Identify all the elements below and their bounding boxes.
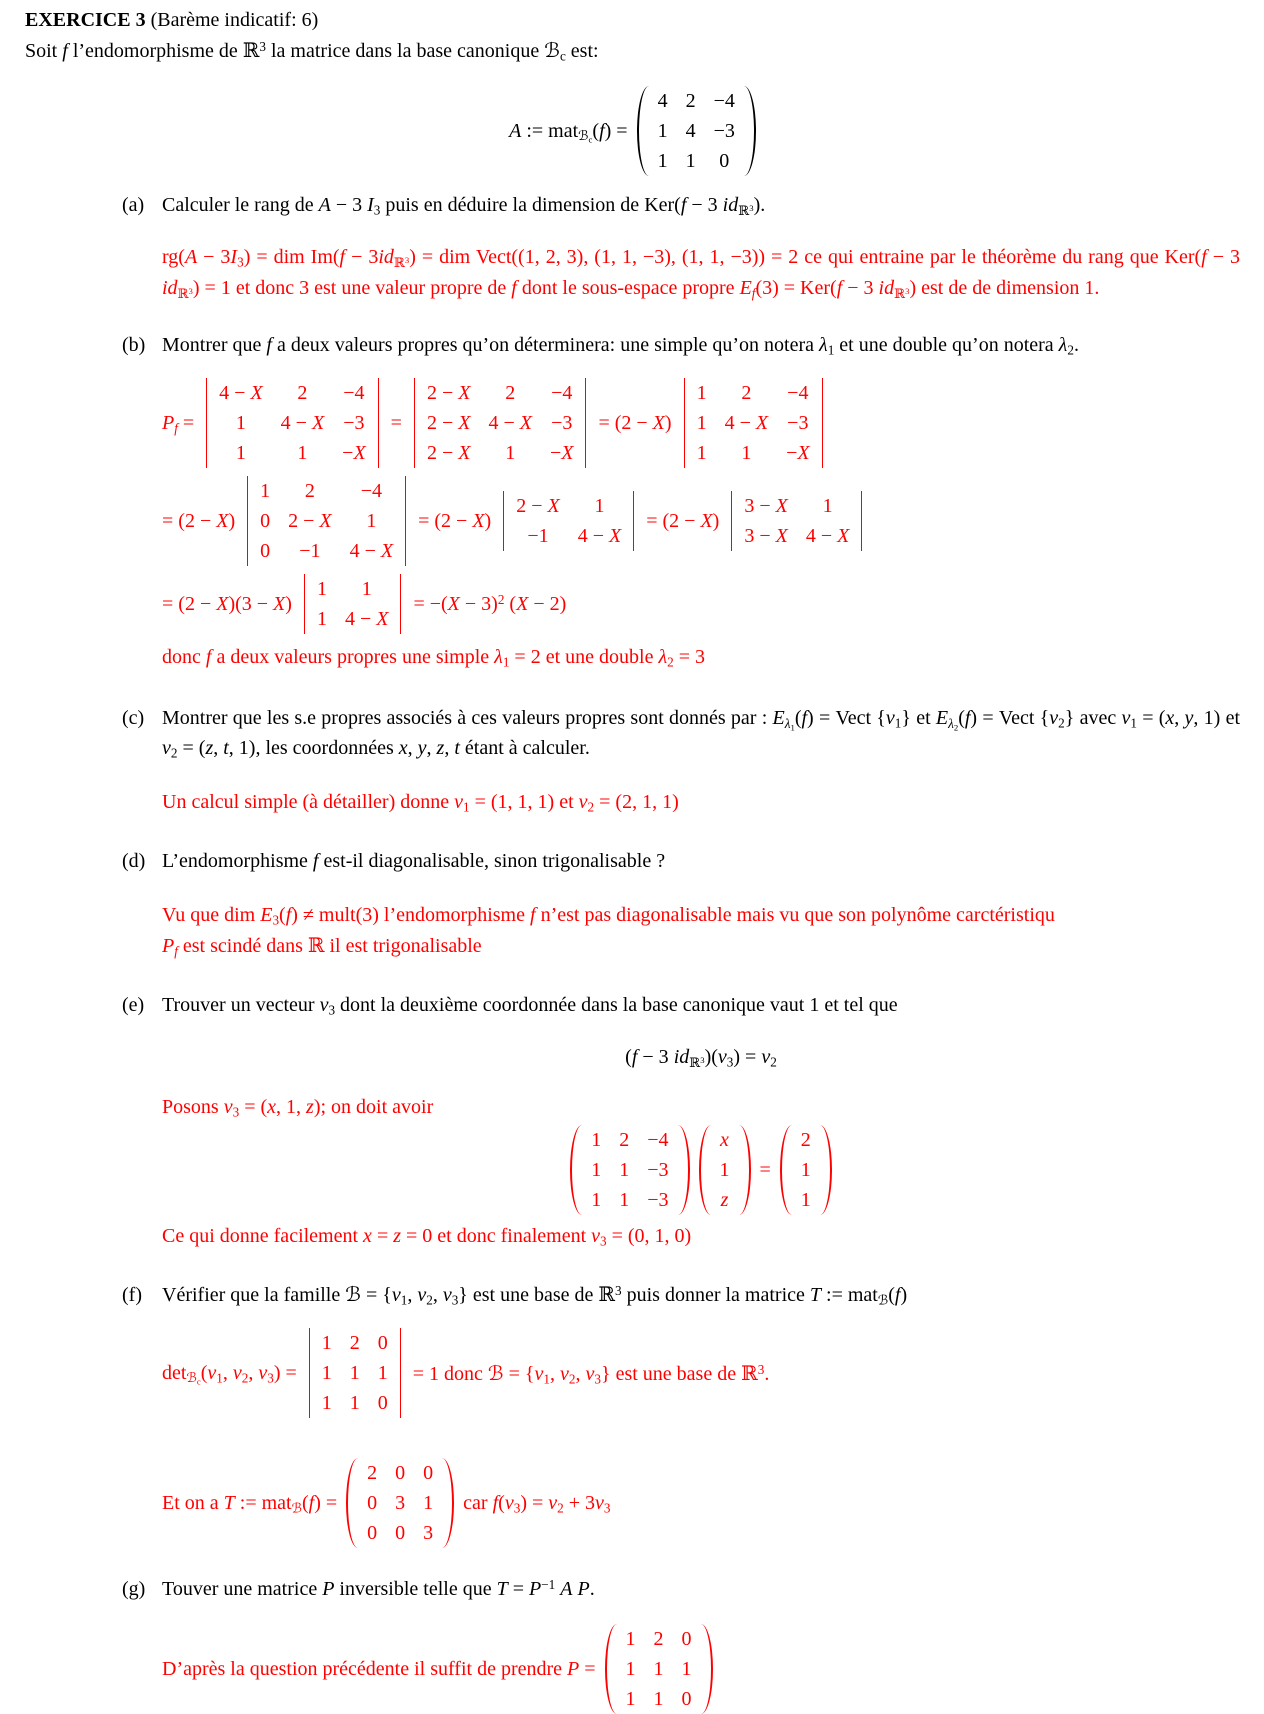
matrix xyxy=(637,86,756,176)
det-bar-right xyxy=(400,574,401,634)
matrix-cell: −4 xyxy=(713,90,735,112)
matrix-cell: 0 xyxy=(260,510,271,532)
item-a-question: Calculer le rang de A − 3 $I_3$ puis en déduire la dimension de Ker(f − 3 $id_{ℝ^3}$). xyxy=(162,194,766,218)
item-f xyxy=(122,1280,1240,1548)
paren-right xyxy=(678,1125,690,1215)
matrix-cell: 1 xyxy=(591,1159,602,1181)
matrix-cell: z xyxy=(720,1189,729,1211)
paren-left xyxy=(699,1125,711,1215)
matrix-cell: 1 xyxy=(591,1189,602,1211)
det-bar-left xyxy=(309,1328,310,1418)
matrix-cell: 1 xyxy=(625,1658,636,1680)
item-b-label: (b) xyxy=(122,334,146,356)
det-bar-left xyxy=(503,491,504,551)
matrix-cell: −3 xyxy=(551,412,573,434)
item-a-answer: $rg(A - 3I_3)$ = dim $Im(f - 3id_{ℝ^3})$ = dim Vect((1, 2, 3), (1, 1, −3), (1, 1, −3)) = 2 ce qui entraine par le théorème du rang que Ker(f − 3 $id_{ℝ^3}) = 1$ et donc 3 est une valeur propre de f dont le sous-espace propre $E_f(3) = Ker(f - 3$ $id_{ℝ^3}$) est de de dimension 1. xyxy=(162,246,1240,301)
matrix-cell: −4 xyxy=(647,1129,669,1151)
det-bar-right xyxy=(822,378,823,468)
det-bar-left xyxy=(247,476,248,566)
matrix-cell: 0 xyxy=(395,1462,406,1484)
item-d xyxy=(122,846,1240,962)
matrix xyxy=(570,1125,689,1215)
math-text: $P_f$ = xyxy=(162,411,195,436)
matrix-cell: 3 − X xyxy=(744,495,788,517)
matrix-grid xyxy=(308,574,398,634)
item-g xyxy=(122,1574,1240,1714)
exercise-title: EXERCICE 3 xyxy=(25,9,146,31)
matrix-cell: 1 xyxy=(619,1189,630,1211)
det-bar-left xyxy=(304,574,305,634)
item-e-question: Trouver un vecteur $v_3$ dont la deuxième coordonnée dans la base canonique vaut 1 et tel que xyxy=(162,994,898,1018)
matrix-cell: 1 xyxy=(657,120,668,142)
math-text: = (2 − X) xyxy=(598,411,672,434)
matrix-cell: 1 xyxy=(653,1658,664,1680)
matrix-cell: 4 − X xyxy=(577,525,622,547)
matrix-cell: 2 xyxy=(367,1462,378,1484)
paren-left xyxy=(570,1125,582,1215)
matrix-cell: 1 xyxy=(594,495,605,517)
matrix-grid xyxy=(251,476,402,566)
det-bar-left xyxy=(206,378,207,468)
det-bar-right xyxy=(585,378,586,468)
matrix-cell: −1 xyxy=(527,525,549,547)
matrix-cell: −X xyxy=(549,442,574,464)
matrix-cell: 4 − X xyxy=(219,382,263,404)
matrix-cell: 1 xyxy=(349,1392,360,1414)
paren-right xyxy=(744,86,756,176)
matrix-cell: 1 xyxy=(423,1492,434,1514)
matrix-cell: 1 xyxy=(625,1688,636,1710)
paren-left xyxy=(780,1125,792,1215)
matrix-cell: 2 xyxy=(653,1628,664,1650)
matrix-cell: 2 xyxy=(619,1129,630,1151)
determinant xyxy=(500,491,637,551)
math-text: Et on a T := mat$_ℬ$(f) = xyxy=(162,1491,338,1516)
matrix-cell: 1 xyxy=(681,1658,692,1680)
matrix-cell: 1 xyxy=(321,1392,332,1414)
pf-chain-line-3 xyxy=(162,574,1240,634)
matrix-cell: 0 xyxy=(395,1522,406,1544)
math-text: = $-(X - 3)^2$ (X − 2) xyxy=(413,591,567,615)
det-bar-right xyxy=(400,1328,401,1418)
matrix-cell: −3 xyxy=(787,412,809,434)
item-c-label: (c) xyxy=(122,707,145,729)
matrix xyxy=(699,1125,751,1215)
item-f-label: (f) xyxy=(122,1284,142,1306)
e-posons: Posons $v_3 = (x$, 1, z); on doit avoir xyxy=(162,1096,434,1120)
matrix-cell: 1 xyxy=(696,442,707,464)
paren-left xyxy=(346,1458,358,1548)
matrix-cell: 1 xyxy=(653,1688,664,1710)
exercise-header xyxy=(25,6,1240,34)
matrix-grid xyxy=(418,378,583,468)
matrix-cell: 1 xyxy=(260,480,271,502)
matrix-cell: 4 xyxy=(657,90,668,112)
matrix-cell: 2 xyxy=(349,1332,360,1354)
matrix-cell: 2 − X xyxy=(426,382,471,404)
matrix-cell: 0 xyxy=(367,1492,378,1514)
item-f-question: Vérifier que la famille ℬ = {$v_1$, $v_2$, $v_3$} est une base de ℝ$^3$ puis donner la matrice T := mat$_ℬ$(f) xyxy=(162,1283,908,1308)
matrix-cell: 0 xyxy=(377,1392,388,1414)
determinant xyxy=(681,378,826,468)
matrix-cell: 1 xyxy=(297,442,308,464)
matrix-grid xyxy=(313,1328,397,1418)
item-e xyxy=(122,990,1240,1252)
math-text: = xyxy=(390,411,402,434)
math-text: car $f(v_3) = v_2 + 3v_3$ xyxy=(463,1491,611,1516)
matrix-cell: −X xyxy=(786,442,810,464)
determinant xyxy=(301,574,405,634)
item-c-answer: Un calcul simple (à détailler) donne $v_1 = (1$, 1, 1) et $v_2 = (2$, 1, 1) xyxy=(162,791,679,815)
math-text: = 1 donc ℬ = {$v_1$, $v_2$, $v_3$} est une base de ℝ$^3$. xyxy=(412,1361,770,1387)
matrix-cell: 2 xyxy=(304,480,315,502)
math-text: A := mat$_{ℬ_c}$(f) = xyxy=(509,119,628,145)
matrix-cell: 0 xyxy=(681,1688,692,1710)
matrix-cell: −4 xyxy=(551,382,573,404)
matrix-cell: 2 − X xyxy=(426,412,471,434)
matrix-cell: 1 xyxy=(625,1628,636,1650)
f-det-equation xyxy=(162,1328,1240,1418)
matrix-cell: 4 − X xyxy=(805,525,850,547)
exercise-points: (Barème indicatif: 6) xyxy=(150,9,319,31)
matrix-cell: 4 xyxy=(685,120,696,142)
pf-chain-line-2 xyxy=(162,476,1240,566)
matrix-cell: 1 xyxy=(377,1362,388,1384)
item-b xyxy=(122,330,1240,673)
item-d-question: L’endomorphisme f est-il diagonalisable, sinon trigonalisable ? xyxy=(162,850,666,872)
math-text: $\det_{ℬ_c}(v_1$, $v_2$, $v_3$) = xyxy=(162,1361,297,1387)
matrix-cell: 1 xyxy=(235,412,246,434)
matrix-cell: 2 xyxy=(297,382,308,404)
matrix-cell: 2 − X xyxy=(516,495,560,517)
matrix-grid xyxy=(711,1125,739,1215)
item-b-question: Montrer que f a deux valeurs propres qu’on déterminera: une simple qu’on notera $\lambda_1$ et une double qu’on notera $\lambda_2$. xyxy=(162,334,1079,358)
determinant xyxy=(306,1328,404,1418)
matrix-cell: 0 xyxy=(367,1522,378,1544)
matrix-grid xyxy=(507,491,630,551)
matrix-cell: 1 xyxy=(696,412,707,434)
determinant xyxy=(728,491,865,551)
matrix-cell: −1 xyxy=(299,540,321,562)
e-matrix-equation xyxy=(162,1125,1240,1215)
matrix-cell: 1 xyxy=(235,442,246,464)
matrix-cell: 1 xyxy=(366,510,377,532)
matrix-cell: 0 xyxy=(377,1332,388,1354)
math-text: = xyxy=(759,1158,771,1181)
paren-right xyxy=(820,1125,832,1215)
matrix-cell: −4 xyxy=(360,480,382,502)
matrix-cell: 1 xyxy=(800,1189,811,1211)
determinant xyxy=(203,378,382,468)
matrix-cell: 0 xyxy=(719,150,730,172)
e-conclusion: Ce qui donne facilement x = z = 0 et donc finalement $v_3 = (0$, 1, 0) xyxy=(162,1225,692,1249)
matrix-cell: 1 xyxy=(321,1362,332,1384)
det-bar-right xyxy=(633,491,634,551)
matrix-cell: 1 xyxy=(321,1332,332,1354)
item-d-answer xyxy=(162,900,1240,962)
determinant xyxy=(244,476,409,566)
matrix-cell: 4 − X xyxy=(280,412,325,434)
pf-chain xyxy=(162,378,1240,673)
math-text: = (2 − X)(3 − X) xyxy=(162,592,292,615)
matrix-cell: 2 xyxy=(800,1129,811,1151)
math-text: = (2 − X) xyxy=(646,509,720,532)
matrix-grid xyxy=(210,378,375,468)
pf-conclusion: donc f a deux valeurs propres une simple $\lambda_1 = 2$ et une double $\lambda_2 = 3$ xyxy=(162,646,705,670)
matrix-cell: 0 xyxy=(260,540,271,562)
matrix-cell: −3 xyxy=(647,1159,669,1181)
matrix-cell: 3 − X xyxy=(744,525,788,547)
matrix-cell: 3 xyxy=(423,1522,434,1544)
det-bar-left xyxy=(684,378,685,468)
det-bar-left xyxy=(414,378,415,468)
matrix-cell: 1 xyxy=(505,442,516,464)
matrix-cell: 4 − X xyxy=(349,540,394,562)
matrix-grid xyxy=(358,1458,442,1548)
matrix-cell: 4 − X xyxy=(488,412,532,434)
determinant xyxy=(411,378,590,468)
det-bar-right xyxy=(378,378,379,468)
matrix xyxy=(346,1458,454,1548)
matrix-grid xyxy=(735,491,858,551)
pf-chain-line-1 xyxy=(162,378,1240,468)
det-bar-right xyxy=(861,491,862,551)
matrix-cell: 4 − X xyxy=(344,608,389,630)
matrix-cell: 1 xyxy=(361,578,372,600)
matrix-cell: 1 xyxy=(800,1159,811,1181)
matrix-cell: 1 xyxy=(719,1159,730,1181)
matrix-cell: −3 xyxy=(343,412,365,434)
matrix-cell: 1 xyxy=(822,495,833,517)
det-bar-left xyxy=(731,491,732,551)
matrix-cell: 1 xyxy=(591,1129,602,1151)
matrix-cell: 1 xyxy=(685,150,696,172)
matrix-a-equation xyxy=(25,86,1240,176)
matrix-cell: 2 xyxy=(505,382,516,404)
paren-left xyxy=(637,86,649,176)
det-bar-right xyxy=(405,476,406,566)
matrix-cell: 1 xyxy=(696,382,707,404)
item-a-label: (a) xyxy=(122,194,145,216)
matrix-grid xyxy=(649,86,744,176)
item-e-label: (e) xyxy=(122,994,145,1016)
matrix-cell: −3 xyxy=(713,120,735,142)
item-g-question: Touver une matrice P inversible telle que $T = P^{-1}$ A P. xyxy=(162,1577,595,1600)
intro-text: Soit f l’endomorphisme de ℝ$^3$ la matrice dans la base canonique ℬ$_c$ est: xyxy=(25,39,599,64)
matrix-cell: 2 − X xyxy=(426,442,471,464)
matrix-grid xyxy=(792,1125,820,1215)
matrix-cell: 1 xyxy=(316,608,327,630)
matrix-cell: 1 xyxy=(619,1159,630,1181)
matrix-cell: 1 xyxy=(657,150,668,172)
matrix-grid xyxy=(688,378,819,468)
matrix-cell: 0 xyxy=(681,1628,692,1650)
item-g-label: (g) xyxy=(122,1578,146,1600)
e-equation: (f − 3 $id_{ℝ^3})(v_3) = v_2$ xyxy=(625,1046,777,1070)
math-text: D’après la question précédente il suffit de prendre P = xyxy=(162,1657,596,1680)
matrix-cell: 1 xyxy=(349,1362,360,1384)
matrix-cell: −X xyxy=(342,442,366,464)
paren-right xyxy=(442,1458,454,1548)
item-d-label: (d) xyxy=(122,850,146,872)
item-c-question: Montrer que les s.e propres associés à ces valeurs propres sont donnés par : $E_{\lambda_1}(f)$ = Vect $\{v_1\}$ et $E_{\lambda_2}(f)$ = Vect $\{v_2\}$ avec $v_1 = (x$, y, 1) et $v_2 = (z$, t, 1), les coordonnées x, y, z, t étant à calculer. xyxy=(162,707,1241,761)
f-t-equation xyxy=(162,1458,1240,1548)
matrix-cell: 2 − X xyxy=(288,510,332,532)
item-c xyxy=(122,703,1240,818)
matrix-cell: 3 xyxy=(395,1492,406,1514)
math-text: = (2 − X) xyxy=(418,509,492,532)
paren-right xyxy=(739,1125,751,1215)
matrix-cell: −4 xyxy=(787,382,809,404)
item-d-answer-line-1: Vu que dim $E_3(f)$ ≠ mult(3) l’endomorphisme f n’est pas diagonalisable mais vu que son polynôme carctéristiqu xyxy=(162,904,1055,928)
matrix-cell: −3 xyxy=(647,1189,669,1211)
matrix-cell: 2 xyxy=(741,382,752,404)
matrix-cell: −4 xyxy=(343,382,365,404)
matrix-cell: 1 xyxy=(741,442,752,464)
matrix-cell: 4 − X xyxy=(724,412,769,434)
matrix-cell: 2 xyxy=(685,90,696,112)
item-d-answer-line-2: $P_f$ est scindé dans ℝ il est trigonalisable xyxy=(162,935,482,959)
matrix-cell: x xyxy=(720,1129,729,1151)
matrix-grid xyxy=(582,1125,677,1215)
matrix xyxy=(780,1125,832,1215)
matrix-cell: 0 xyxy=(423,1462,434,1484)
math-text: = (2 − X) xyxy=(162,509,236,532)
item-a xyxy=(122,190,1240,304)
matrix-cell: 1 xyxy=(316,578,327,600)
